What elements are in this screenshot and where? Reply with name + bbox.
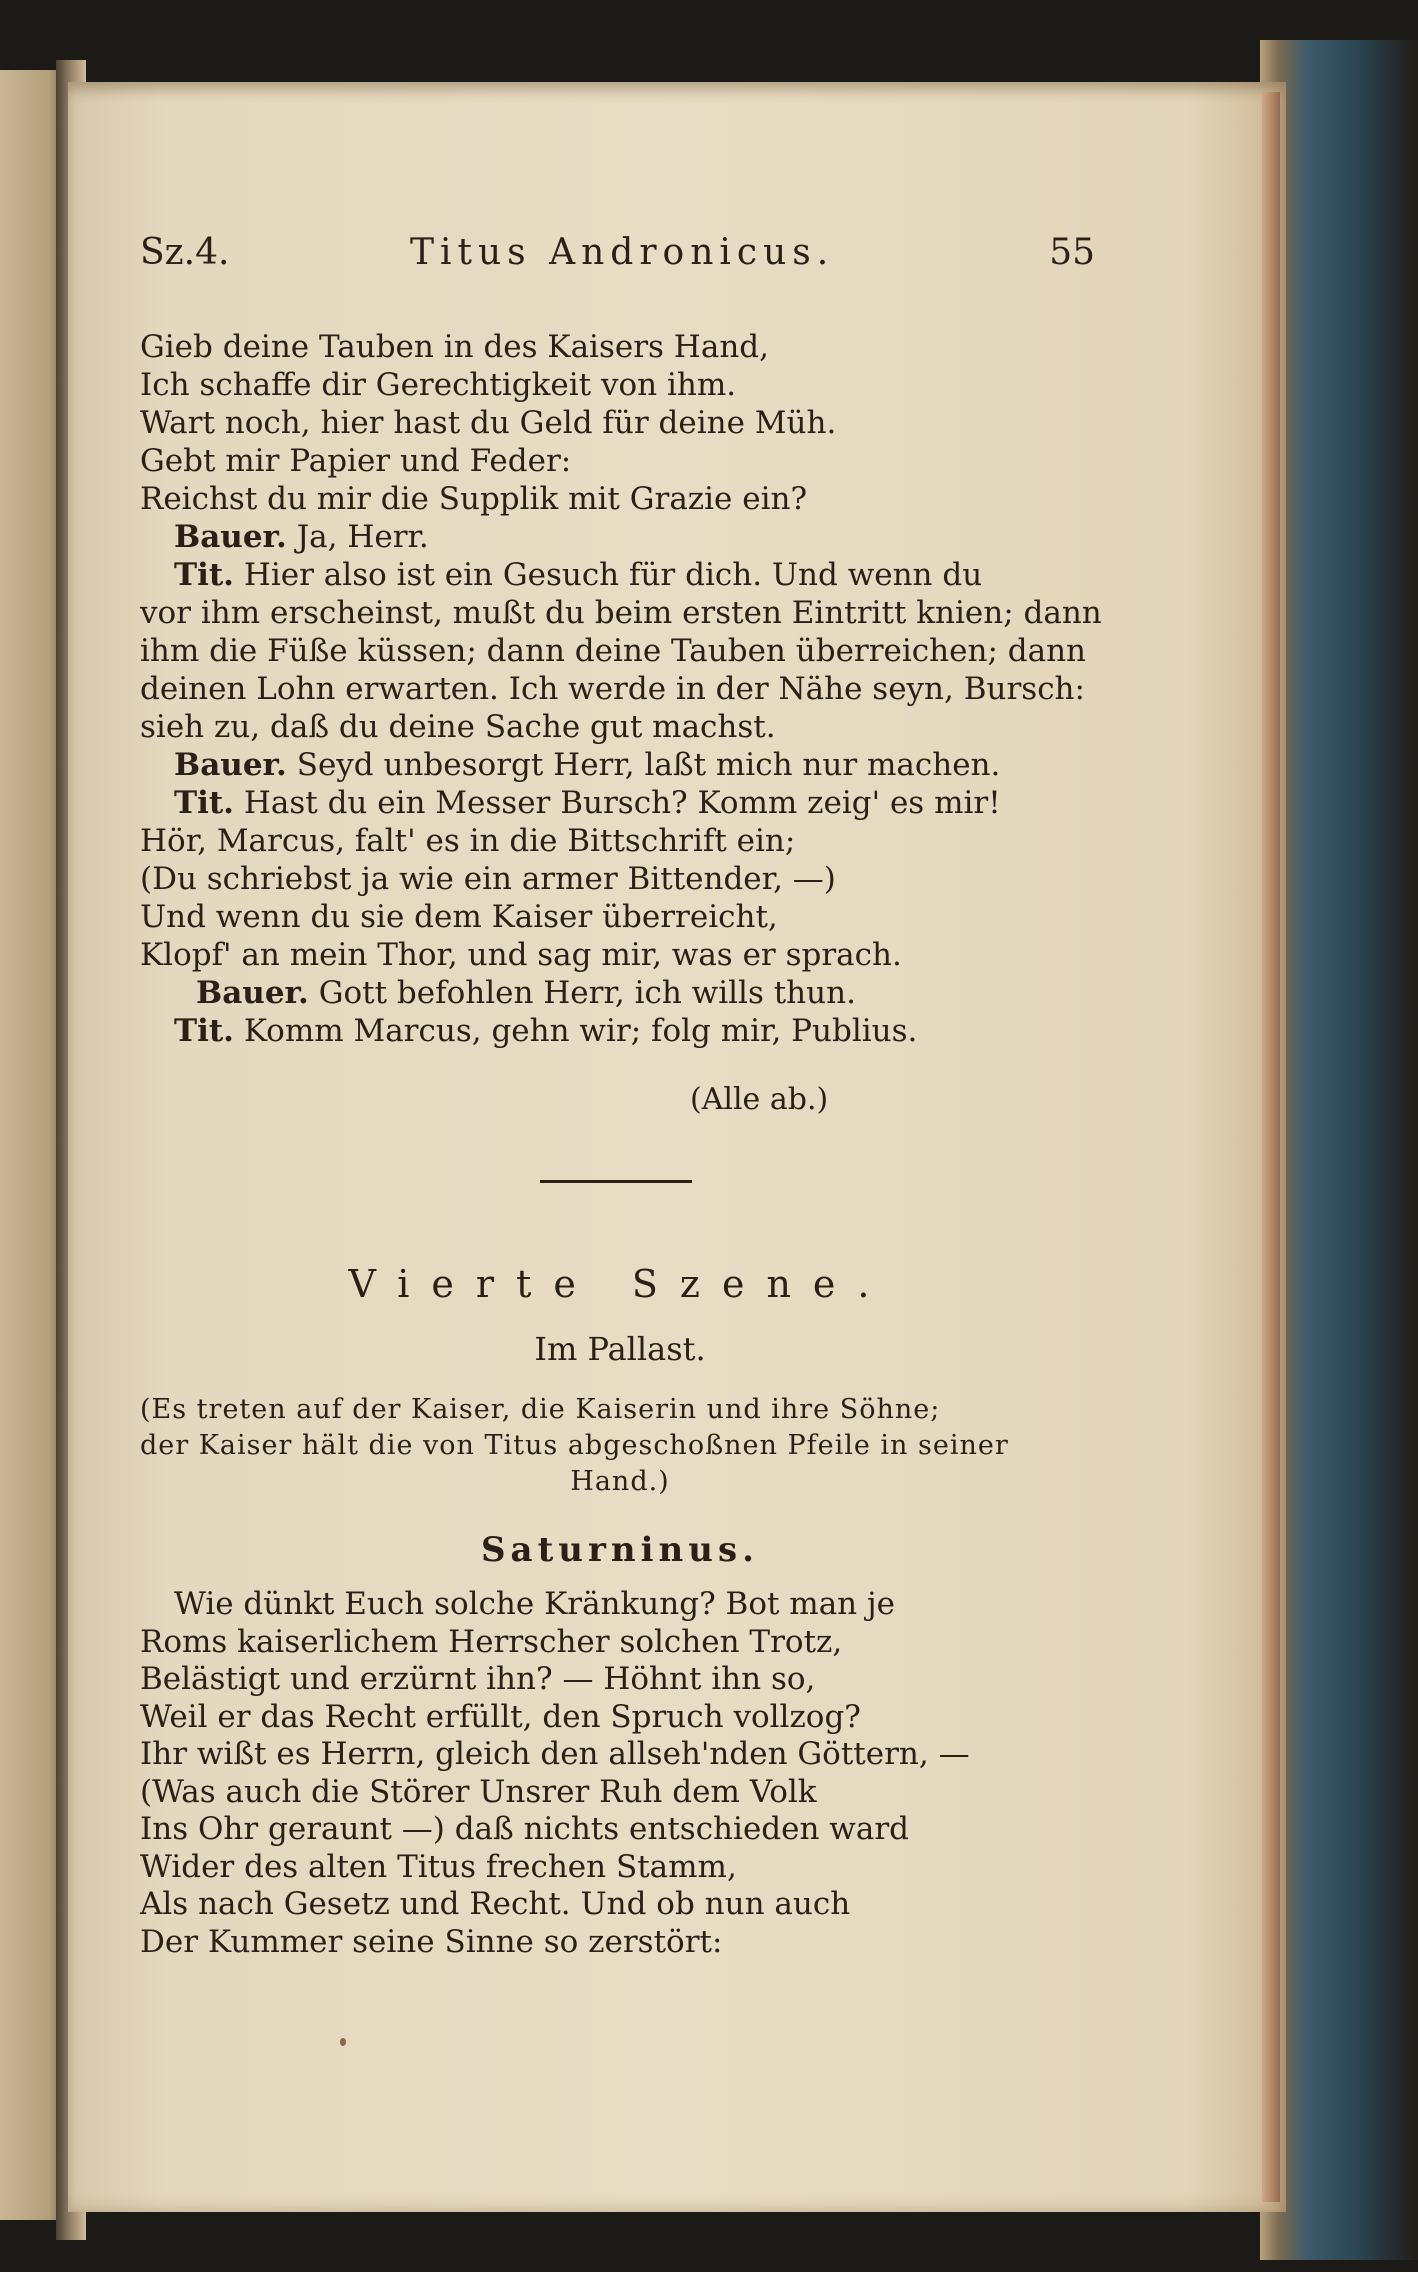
dialogue-line: Bauer. Ja, Herr. [174,519,429,555]
dialogue-line: Tit. Komm Marcus, gehn wir; folg mir, Publius. [174,1013,918,1049]
stage-direction [140,1392,1100,1500]
ink-spot [340,2038,346,2046]
verse-line: Ins Ohr geraunt —) daß nichts entschieden ward [140,1811,909,1847]
speaker-label: Bauer. [174,747,287,783]
dialogue-line: Wart noch, hier hast du Geld für deine Müh. [140,405,837,441]
dialogue-line: Reichst du mir die Supplik mit Grazie ein? [140,481,808,517]
dialogue-block [140,328,1100,1050]
section-marker: Sz.4. [140,232,230,273]
speaker-label: Bauer. [174,519,287,555]
stage-direction-line: Hand.) [570,1466,670,1497]
running-title: Titus Andronicus. [410,232,835,273]
dialogue-line: (Du schriebst ja wie ein armer Bittender, —) [140,861,836,897]
dialogue-line: Tit. Hier also ist ein Gesuch für dich. Und wenn du [174,557,983,593]
verse-line: (Was auch die Störer Unsrer Ruh dem Volk [140,1773,817,1810]
running-header [140,232,1095,292]
verse-line: Roms kaiserlichem Herrscher solchen Trotz, [140,1623,843,1660]
speaker-label: Tit. [174,785,234,821]
verse-block [140,1586,1100,1961]
dialogue-line: vor ihm erscheinst, mußt du beim ersten Eintritt knien; dann [140,595,1102,631]
exit-direction: (Alle ab.) [690,1082,829,1117]
scene-title: Vierte Szene. [348,1262,892,1306]
speaker-label: Bauer. [196,975,309,1011]
verse-line: Wie dünkt Euch solche Kränkung? Bot man je [174,1586,895,1622]
verse-line: Ihr wißt es Herrn, gleich den allseh'nden Göttern, — [140,1736,970,1772]
dialogue-line: Ich schaffe dir Gerechtigkeit von ihm. [140,367,737,403]
dialogue-line: deinen Lohn erwarten. Ich werde in der Nähe seyn, Bursch: [140,671,1085,707]
page-edge [1262,92,1280,2202]
dialogue-line: Gebt mir Papier und Feder: [140,443,572,479]
verse-line: Als nach Gesetz und Recht. Und ob nun auch [140,1886,851,1922]
dialogue-line: Und wenn du sie dem Kaiser überreicht, [140,899,778,935]
verse-line: Weil er das Recht erfüllt, den Spruch vollzog? [140,1698,861,1735]
dialogue-line: ihm die Füße küssen; dann deine Tauben überreichen; dann [140,633,1086,669]
section-rule [540,1180,692,1183]
verse-line: Belästigt und erzürnt ihn? — Höhnt ihn so, [140,1661,816,1697]
page-number: 55 [1049,232,1095,273]
stage-direction-line: der Kaiser hält die von Titus abgeschoßnen Pfeile in seiner [140,1430,1009,1461]
dialogue-line: Bauer. Gott befohlen Herr, ich wills thun. [196,975,856,1011]
speaker-label: Tit. [174,1013,234,1049]
speaker-label: Tit. [174,557,234,593]
dialogue-line: Hör, Marcus, falt' es in die Bittschrift ein; [140,823,796,859]
dialogue-line: Tit. Hast du ein Messer Bursch? Komm zeig' es mir! [174,785,1001,821]
dialogue-line: Klopf' an mein Thor, und sag mir, was er sprach. [140,937,902,973]
scene-place: Im Pallast. [534,1330,706,1368]
dialogue-line: sieh zu, daß du deine Sache gut machst. [140,709,776,745]
stage-direction-line: (Es treten auf der Kaiser, die Kaiserin und ihre Söhne; [140,1394,941,1425]
verse-line: Wider des alten Titus frechen Stamm, [140,1848,737,1885]
dialogue-line: Gieb deine Tauben in des Kaisers Hand, [140,329,769,365]
character-name: Saturninus. [481,1530,759,1570]
dialogue-line: Bauer. Seyd unbesorgt Herr, laßt mich nur machen. [174,747,1001,783]
verse-line: Der Kummer seine Sinne so zerstört: [140,1923,723,1960]
